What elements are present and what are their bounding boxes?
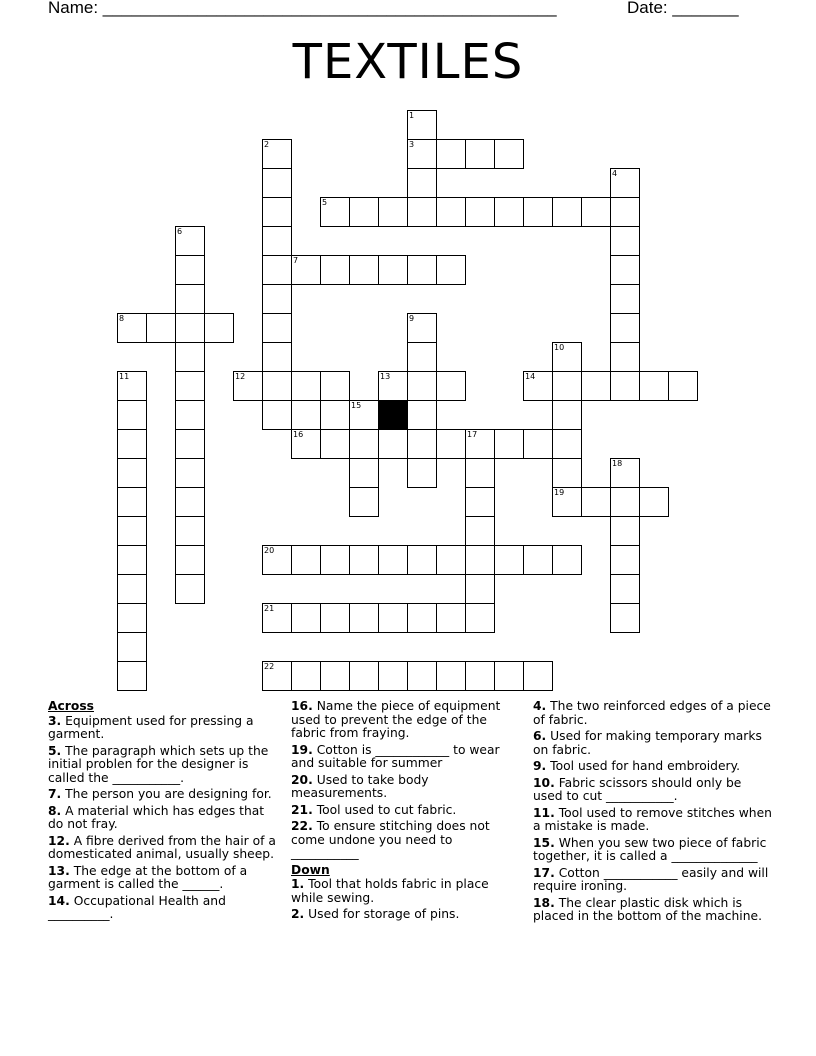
grid-cell[interactable]: [378, 545, 408, 575]
grid-cell[interactable]: [639, 371, 669, 401]
clue-number: 16: [293, 430, 304, 439]
grid-cell[interactable]: [552, 487, 582, 517]
grid-cell[interactable]: [465, 197, 495, 227]
grid-cell[interactable]: [320, 371, 350, 401]
grid-cell[interactable]: [175, 429, 205, 459]
grid-cell[interactable]: [175, 574, 205, 604]
grid-cell[interactable]: [349, 400, 379, 430]
grid-cell[interactable]: [494, 661, 524, 691]
down-clue-10: 10. Fabric scissors should only be used to cut ___________.: [533, 775, 742, 803]
grid-cell[interactable]: [378, 429, 408, 459]
grid-cell[interactable]: [552, 371, 582, 401]
across-clue-13: 13. The edge at the bottom of a garment is called the ______.: [48, 863, 248, 891]
grid-cell[interactable]: [262, 226, 292, 256]
grid-cell[interactable]: [378, 603, 408, 633]
grid-cell[interactable]: [117, 516, 147, 546]
across-clue-16: 16. Name the piece of equipment used to prevent the edge of the fabric from fraying.: [291, 699, 501, 740]
grid-cell[interactable]: [175, 313, 205, 343]
grid-cell[interactable]: [117, 429, 147, 459]
grid-cell[interactable]: [523, 429, 553, 459]
grid-cell[interactable]: [262, 255, 292, 285]
grid-cell[interactable]: [262, 400, 292, 430]
clue-number: 15: [351, 401, 362, 410]
grid-cell[interactable]: [175, 371, 205, 401]
grid-cell[interactable]: [610, 226, 640, 256]
grid-cell[interactable]: [349, 545, 379, 575]
clue-number: 7: [293, 256, 299, 265]
down-clue-1: 1. Tool that holds fabric in place while sewing.: [291, 877, 489, 905]
clue-number: 18: [612, 459, 623, 468]
grid-cell[interactable]: [349, 429, 379, 459]
down-clue-4: 4. The two reinforced edges of a piece of fabric.: [533, 699, 771, 727]
grid-cell[interactable]: [117, 371, 147, 401]
grid-cell[interactable]: [291, 603, 321, 633]
grid-cell[interactable]: [262, 545, 292, 575]
grid-cell[interactable]: [262, 139, 292, 169]
grid-cell[interactable]: [378, 661, 408, 691]
clue-number: 1: [409, 111, 415, 120]
grid-cell[interactable]: [552, 342, 582, 372]
clue-number: 12: [235, 372, 246, 381]
grid-cell[interactable]: [407, 342, 437, 372]
grid-cell[interactable]: [610, 574, 640, 604]
clue-number: 20: [264, 546, 275, 555]
grid-cell[interactable]: [291, 661, 321, 691]
grid-cell[interactable]: [407, 313, 437, 343]
grid-cell[interactable]: [581, 371, 611, 401]
grid-cell[interactable]: [610, 255, 640, 285]
grid-cell[interactable]: [175, 255, 205, 285]
grid-cell[interactable]: [639, 487, 669, 517]
grid-cell[interactable]: [378, 371, 408, 401]
grid-cell[interactable]: [465, 139, 495, 169]
grid-cell[interactable]: [436, 661, 466, 691]
clue-number: 17: [467, 430, 478, 439]
grid-cell[interactable]: [262, 197, 292, 227]
down-clue-9: 9. Tool used for hand embroidery.: [533, 759, 741, 773]
grid-cell[interactable]: [117, 313, 147, 343]
grid-cell[interactable]: [175, 400, 205, 430]
name-field-label: Name: ________________________________________________: [48, 0, 557, 17]
grid-cell[interactable]: [465, 429, 495, 459]
grid-cell[interactable]: [407, 545, 437, 575]
grid-cell[interactable]: [407, 603, 437, 633]
grid-cell[interactable]: [610, 516, 640, 546]
date-field-label: Date: _______: [627, 0, 739, 17]
grid-cell[interactable]: [349, 197, 379, 227]
clue-number: 8: [119, 314, 125, 323]
grid-cell[interactable]: [465, 458, 495, 488]
across-clue-22: 22. To ensure stitching does not come undone you need to ___________: [291, 819, 490, 860]
clue-number: 21: [264, 604, 275, 613]
grid-cell[interactable]: [465, 661, 495, 691]
grid-cell[interactable]: [610, 371, 640, 401]
grid-cell[interactable]: [146, 313, 176, 343]
clue-number: 19: [554, 488, 565, 497]
grid-cell[interactable]: [175, 458, 205, 488]
grid-cell[interactable]: [175, 516, 205, 546]
grid-cell[interactable]: [610, 168, 640, 198]
grid-cell[interactable]: [668, 371, 698, 401]
grid-cell[interactable]: [407, 255, 437, 285]
down-heading: Down: [291, 862, 330, 877]
across-heading: Across: [48, 699, 94, 713]
grid-cell[interactable]: [407, 429, 437, 459]
grid-cell[interactable]: [407, 400, 437, 430]
grid-cell[interactable]: [291, 545, 321, 575]
down-clue-15: 15. When you sew two piece of fabric together, it is called a ______________: [533, 835, 767, 863]
clue-number: 6: [177, 227, 183, 236]
grid-cell[interactable]: [349, 487, 379, 517]
grid-cell[interactable]: [349, 255, 379, 285]
grid-cell[interactable]: [407, 168, 437, 198]
down-clue-6: 6. Used for making temporary marks on fabric.: [533, 729, 762, 757]
grid-cell[interactable]: [610, 458, 640, 488]
down-clue-2: 2. Used for storage of pins.: [291, 907, 460, 921]
clue-number: 3: [409, 140, 415, 149]
grid-cell[interactable]: [610, 284, 640, 314]
grid-cell[interactable]: [175, 487, 205, 517]
across-clue-19: 19. Cotton is ____________ to wear and suitable for summer: [291, 742, 500, 770]
grid-cell[interactable]: [465, 574, 495, 604]
clue-number: 13: [380, 372, 391, 381]
clue-number: 22: [264, 662, 275, 671]
puzzle-title: TEXTILES: [292, 34, 524, 90]
grid-cell[interactable]: [494, 197, 524, 227]
grid-cell[interactable]: [117, 632, 147, 662]
clue-number: 9: [409, 314, 415, 323]
clue-number: 11: [119, 372, 130, 381]
grid-cell[interactable]: [581, 197, 611, 227]
grid-cell[interactable]: [436, 139, 466, 169]
grid-cell[interactable]: [552, 545, 582, 575]
grid-cell[interactable]: [552, 400, 582, 430]
across-clue-3: 3. Equipment used for pressing a garment.: [48, 713, 254, 741]
grid-cell[interactable]: [436, 603, 466, 633]
grid-cell[interactable]: [320, 429, 350, 459]
grid-cell[interactable]: [552, 197, 582, 227]
grid-cell[interactable]: [436, 429, 466, 459]
grid-cell[interactable]: [291, 400, 321, 430]
clue-number: 2: [264, 140, 270, 149]
grid-cell[interactable]: [407, 458, 437, 488]
grid-cell[interactable]: [117, 661, 147, 691]
grid-cell[interactable]: [349, 603, 379, 633]
grid-cell[interactable]: [436, 197, 466, 227]
grid-cell[interactable]: [262, 661, 292, 691]
grid-cell[interactable]: [291, 371, 321, 401]
grid-cell[interactable]: [523, 661, 553, 691]
grid-cell[interactable]: [117, 574, 147, 604]
across-clue-12: 12. A fibre derived from the hair of a domesticated animal, usually sheep.: [48, 833, 276, 861]
across-clue-5: 5. The paragraph which sets up the initial problen for the designer is called the ___________.: [48, 743, 269, 785]
grid-cell[interactable]: [465, 603, 495, 633]
grid-cell[interactable]: [175, 342, 205, 372]
clues-column-2: [291, 700, 523, 925]
clues-column-1: [48, 700, 283, 925]
grid-cell[interactable]: [552, 429, 582, 459]
clue-number: 4: [612, 169, 618, 178]
grid-cell[interactable]: [262, 168, 292, 198]
grid-cell[interactable]: [204, 313, 234, 343]
grid-cell[interactable]: [262, 284, 292, 314]
grid-cell[interactable]: [320, 197, 350, 227]
grid-cell[interactable]: [407, 661, 437, 691]
grid-cell[interactable]: [175, 545, 205, 575]
clue-number: 14: [525, 372, 536, 381]
grid-cell[interactable]: [175, 284, 205, 314]
grid-cell[interactable]: [320, 661, 350, 691]
grid-cell[interactable]: [610, 545, 640, 575]
grid-cell[interactable]: [117, 458, 147, 488]
grid-cell[interactable]: [494, 429, 524, 459]
grid-cell[interactable]: [610, 487, 640, 517]
grid-cell[interactable]: [523, 197, 553, 227]
clue-number: 10: [554, 343, 565, 352]
grid-cell[interactable]: [436, 371, 466, 401]
grid-cell[interactable]: [610, 603, 640, 633]
grid-cell[interactable]: [117, 603, 147, 633]
grid-cell[interactable]: [407, 139, 437, 169]
grid-cell[interactable]: [465, 487, 495, 517]
clues-column-3: [533, 700, 773, 927]
grid-cell[interactable]: [117, 545, 147, 575]
down-clue-18: 18. The clear plastic disk which is placed in the bottom of the machine.: [533, 895, 762, 923]
grid-cell[interactable]: [320, 545, 350, 575]
down-clue-11: 11. Tool used to remove stitches when a mistake is made.: [533, 805, 772, 833]
grid-cell[interactable]: [262, 313, 292, 343]
grid-cell[interactable]: [117, 400, 147, 430]
across-clue-8: 8. A material which has edges that do not fray.: [48, 803, 265, 831]
clue-number: 5: [322, 198, 328, 207]
grid-cell[interactable]: [262, 603, 292, 633]
grid-cell[interactable]: [407, 197, 437, 227]
black-cell: [378, 400, 408, 430]
across-clue-14: 14. Occupational Health and __________.: [48, 893, 226, 921]
grid-cell[interactable]: [610, 313, 640, 343]
grid-cell[interactable]: [117, 487, 147, 517]
grid-cell[interactable]: [349, 458, 379, 488]
grid-cell[interactable]: [320, 603, 350, 633]
grid-cell[interactable]: [494, 545, 524, 575]
grid-cell[interactable]: [407, 110, 437, 140]
grid-cell[interactable]: [523, 545, 553, 575]
grid-cell[interactable]: [552, 458, 582, 488]
grid-cell[interactable]: [465, 516, 495, 546]
grid-cell[interactable]: [320, 255, 350, 285]
grid-cell[interactable]: [436, 255, 466, 285]
grid-cell[interactable]: [233, 371, 263, 401]
grid-cell[interactable]: [465, 545, 495, 575]
grid-cell[interactable]: [610, 342, 640, 372]
grid-cell[interactable]: [610, 197, 640, 227]
grid-cell[interactable]: [262, 342, 292, 372]
across-clue-7: 7. The person you are designing for.: [48, 787, 272, 801]
grid-cell[interactable]: [291, 255, 321, 285]
grid-cell[interactable]: [349, 661, 379, 691]
across-clue-21: 21. Tool used to cut fabric.: [291, 802, 457, 817]
grid-cell[interactable]: [436, 545, 466, 575]
grid-cell[interactable]: [378, 197, 408, 227]
grid-cell[interactable]: [407, 371, 437, 401]
grid-cell[interactable]: [291, 429, 321, 459]
across-clue-20: 20. Used to take body measurements.: [291, 772, 429, 800]
grid-cell[interactable]: [262, 371, 292, 401]
down-clue-17: 17. Cotton ____________ easily and will require ironing.: [533, 865, 769, 893]
grid-cell[interactable]: [581, 487, 611, 517]
grid-cell[interactable]: [494, 139, 524, 169]
grid-cell[interactable]: [175, 226, 205, 256]
grid-cell[interactable]: [378, 255, 408, 285]
grid-cell[interactable]: [523, 371, 553, 401]
